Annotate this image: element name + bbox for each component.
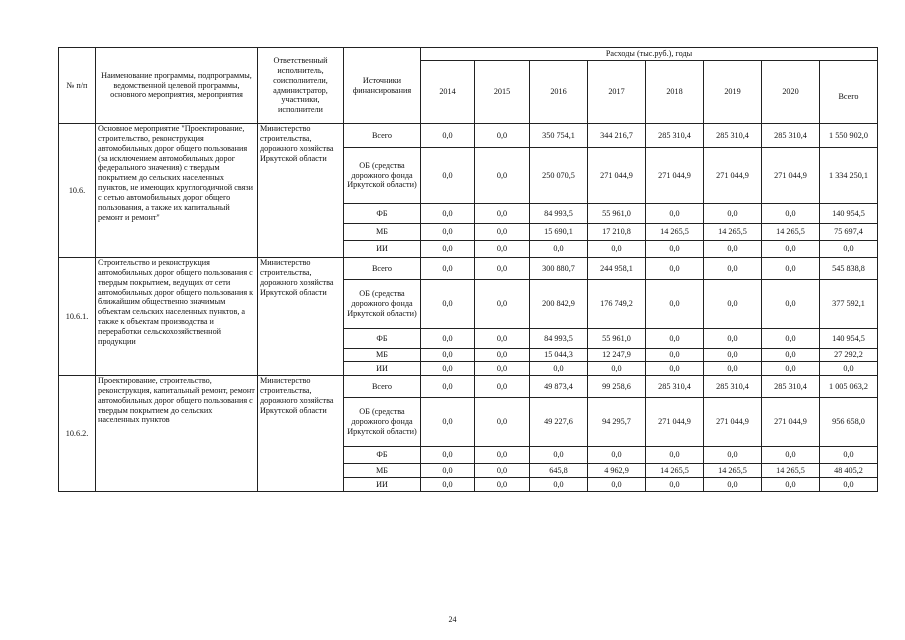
expense-value: 285 310,4 [762, 124, 820, 148]
expense-value: 271 044,9 [646, 148, 704, 204]
expense-value: 49 873,4 [530, 376, 588, 398]
header-year: 2014 [421, 61, 475, 124]
funding-source: ОБ (средства дорожного фонда Иркутской области) [344, 398, 421, 447]
header-expenses: Расходы (тыс.руб.), годы [421, 48, 878, 61]
expense-value: 0,0 [646, 280, 704, 329]
expense-value: 0,0 [704, 204, 762, 224]
total-value: 75 697,4 [820, 224, 878, 241]
expense-value: 176 749,2 [588, 280, 646, 329]
expense-value: 0,0 [475, 204, 530, 224]
expense-value: 0,0 [588, 478, 646, 492]
expense-value: 0,0 [475, 478, 530, 492]
expense-value: 0,0 [762, 362, 820, 376]
expense-value: 99 258,6 [588, 376, 646, 398]
funding-source: Всего [344, 124, 421, 148]
expense-value: 0,0 [704, 258, 762, 280]
expense-value: 0,0 [530, 362, 588, 376]
expense-value: 0,0 [762, 241, 820, 258]
expense-value: 14 265,5 [704, 224, 762, 241]
expense-value: 271 044,9 [588, 148, 646, 204]
total-value: 48 405,2 [820, 464, 878, 478]
expense-value: 0,0 [475, 398, 530, 447]
expense-value: 645,8 [530, 464, 588, 478]
expense-value: 0,0 [646, 478, 704, 492]
expense-value: 0,0 [762, 447, 820, 464]
total-value: 27 292,2 [820, 349, 878, 362]
total-value: 1 334 250,1 [820, 148, 878, 204]
funding-source: ФБ [344, 204, 421, 224]
expense-value: 0,0 [704, 349, 762, 362]
expense-value: 0,0 [475, 258, 530, 280]
header-year: 2018 [646, 61, 704, 124]
expense-value: 0,0 [421, 398, 475, 447]
expense-value: 0,0 [646, 204, 704, 224]
header-name: Наименование программы, подпрограммы, ведомственной целевой программы, основного мероприятия, мероприятия [96, 48, 258, 124]
expense-value: 0,0 [421, 329, 475, 349]
expense-value: 0,0 [762, 329, 820, 349]
expense-value: 0,0 [530, 447, 588, 464]
expense-value: 0,0 [421, 464, 475, 478]
expense-value: 271 044,9 [762, 398, 820, 447]
expense-value: 0,0 [588, 447, 646, 464]
expense-value: 0,0 [646, 329, 704, 349]
expense-value: 0,0 [475, 447, 530, 464]
expense-value: 12 247,9 [588, 349, 646, 362]
expense-value: 0,0 [704, 362, 762, 376]
expense-value: 14 265,5 [646, 224, 704, 241]
funding-source: МБ [344, 224, 421, 241]
expense-value: 0,0 [704, 329, 762, 349]
expense-value: 0,0 [762, 478, 820, 492]
expense-value: 271 044,9 [704, 148, 762, 204]
expense-value: 285 310,4 [704, 124, 762, 148]
expense-value: 0,0 [421, 447, 475, 464]
total-value: 0,0 [820, 478, 878, 492]
expense-value: 0,0 [421, 204, 475, 224]
expense-value: 0,0 [421, 258, 475, 280]
expense-value: 0,0 [421, 478, 475, 492]
expense-value: 0,0 [421, 362, 475, 376]
expense-value: 0,0 [421, 224, 475, 241]
header-total: Всего [820, 61, 878, 124]
expense-value: 55 961,0 [588, 329, 646, 349]
expense-value: 0,0 [421, 124, 475, 148]
expense-value: 0,0 [421, 349, 475, 362]
total-value: 956 658,0 [820, 398, 878, 447]
activity-name: Проектирование, строительство, реконструкция, капитальный ремонт, ремонт автомобильных дорог общего пользования с твердым покрытием до сельских населенных пунктов [96, 376, 258, 492]
expense-value: 0,0 [704, 447, 762, 464]
header-year: 2015 [475, 61, 530, 124]
expense-value: 49 227,6 [530, 398, 588, 447]
expense-value: 0,0 [762, 349, 820, 362]
responsible-executor: Министерство строительства, дорожного хозяйства Иркутской области [258, 258, 344, 376]
expense-value: 84 993,5 [530, 329, 588, 349]
expense-value: 0,0 [646, 362, 704, 376]
expense-value: 14 265,5 [762, 224, 820, 241]
expense-value: 15 690,1 [530, 224, 588, 241]
expense-value: 0,0 [475, 241, 530, 258]
funding-source: Всего [344, 376, 421, 398]
expense-value: 0,0 [646, 258, 704, 280]
total-value: 140 954,5 [820, 204, 878, 224]
header-year: 2017 [588, 61, 646, 124]
expense-value: 271 044,9 [704, 398, 762, 447]
expense-value: 0,0 [475, 376, 530, 398]
funding-source: ОБ (средства дорожного фонда Иркутской области) [344, 280, 421, 329]
total-value: 377 592,1 [820, 280, 878, 329]
expense-value: 14 265,5 [762, 464, 820, 478]
expense-value: 0,0 [475, 224, 530, 241]
expense-value: 0,0 [475, 362, 530, 376]
funding-source: МБ [344, 464, 421, 478]
row-code: 10.6.1. [59, 258, 96, 376]
expense-value: 14 265,5 [646, 464, 704, 478]
expense-value: 271 044,9 [646, 398, 704, 447]
header-num: № п/п [59, 48, 96, 124]
funding-source: ИИ [344, 478, 421, 492]
expense-value: 344 216,7 [588, 124, 646, 148]
expense-value: 350 754,1 [530, 124, 588, 148]
total-value: 1 005 063,2 [820, 376, 878, 398]
expense-value: 84 993,5 [530, 204, 588, 224]
expense-value: 300 880,7 [530, 258, 588, 280]
funding-source: ИИ [344, 241, 421, 258]
expense-value: 0,0 [475, 464, 530, 478]
expense-value: 285 310,4 [646, 124, 704, 148]
expense-value: 0,0 [475, 280, 530, 329]
total-value: 0,0 [820, 241, 878, 258]
expense-value: 0,0 [475, 124, 530, 148]
total-value: 140 954,5 [820, 329, 878, 349]
table-row [59, 376, 878, 398]
expense-value: 271 044,9 [762, 148, 820, 204]
responsible-executor: Министерство строительства, дорожного хозяйства Иркутской области [258, 376, 344, 492]
expense-value: 0,0 [588, 241, 646, 258]
expense-value: 200 842,9 [530, 280, 588, 329]
funding-source: ФБ [344, 329, 421, 349]
funding-source: ИИ [344, 362, 421, 376]
expense-value: 0,0 [475, 329, 530, 349]
expense-value: 0,0 [762, 204, 820, 224]
table-row [59, 124, 878, 148]
funding-source: ОБ (средства дорожного фонда Иркутской области) [344, 148, 421, 204]
header-year: 2016 [530, 61, 588, 124]
budget-table [58, 47, 878, 492]
expense-value: 285 310,4 [646, 376, 704, 398]
expense-value: 285 310,4 [762, 376, 820, 398]
expense-value: 0,0 [704, 280, 762, 329]
expense-value: 0,0 [704, 478, 762, 492]
expense-value: 14 265,5 [704, 464, 762, 478]
expense-value: 0,0 [762, 280, 820, 329]
expense-value: 17 210,8 [588, 224, 646, 241]
expense-value: 0,0 [646, 447, 704, 464]
row-code: 10.6. [59, 124, 96, 258]
expense-value: 244 958,1 [588, 258, 646, 280]
header-year: 2019 [704, 61, 762, 124]
header-source: Источники финансирования [344, 48, 421, 124]
responsible-executor: Министерство строительства, дорожного хозяйства Иркутской области [258, 124, 344, 258]
expense-value: 4 962,9 [588, 464, 646, 478]
funding-source: ФБ [344, 447, 421, 464]
activity-name: Строительство и реконструкция автомобильных дорог общего пользования с твердым покрытием, ведущих от сети автомобильных дорог общего пользования к ближайшим общественно значимым объектам сельских населенных пунктов, а также к объектам производства и переработки сельскохозяйственной продукции [96, 258, 258, 376]
expense-value: 15 044,3 [530, 349, 588, 362]
header-year: 2020 [762, 61, 820, 124]
table-row [59, 258, 878, 280]
expense-value: 0,0 [421, 148, 475, 204]
expense-value: 0,0 [421, 376, 475, 398]
expense-value: 55 961,0 [588, 204, 646, 224]
page-number: 24 [448, 615, 457, 624]
total-value: 0,0 [820, 362, 878, 376]
expense-value: 0,0 [421, 280, 475, 329]
header-responsible: Ответственный исполнитель, соисполнители, администратор, участники, исполнители [258, 48, 344, 124]
expense-value: 285 310,4 [704, 376, 762, 398]
total-value: 545 838,8 [820, 258, 878, 280]
expense-value: 250 070,5 [530, 148, 588, 204]
expense-value: 0,0 [588, 362, 646, 376]
table-body [59, 124, 878, 492]
expense-value: 0,0 [475, 349, 530, 362]
funding-source: Всего [344, 258, 421, 280]
expense-value: 0,0 [646, 241, 704, 258]
expense-value: 0,0 [475, 148, 530, 204]
expense-value: 0,0 [530, 241, 588, 258]
funding-source: МБ [344, 349, 421, 362]
expense-value: 0,0 [646, 349, 704, 362]
expense-value: 0,0 [704, 241, 762, 258]
expense-value: 94 295,7 [588, 398, 646, 447]
total-value: 0,0 [820, 447, 878, 464]
row-code: 10.6.2. [59, 376, 96, 492]
total-value: 1 550 902,0 [820, 124, 878, 148]
expense-value: 0,0 [421, 241, 475, 258]
activity-name: Основное мероприятие "Проектирование, строительство, реконструкция автомобильных дорог общего пользования (за исключением автомобильных дорог федерального значения) с твердым покрытием до сельских населенных пунктов, не имеющих круглогодичной связи с сетью автомобильных дорог общего пользования, а также их капитальный ремонт и ремонт" [96, 124, 258, 258]
expense-value: 0,0 [530, 478, 588, 492]
expense-value: 0,0 [762, 258, 820, 280]
